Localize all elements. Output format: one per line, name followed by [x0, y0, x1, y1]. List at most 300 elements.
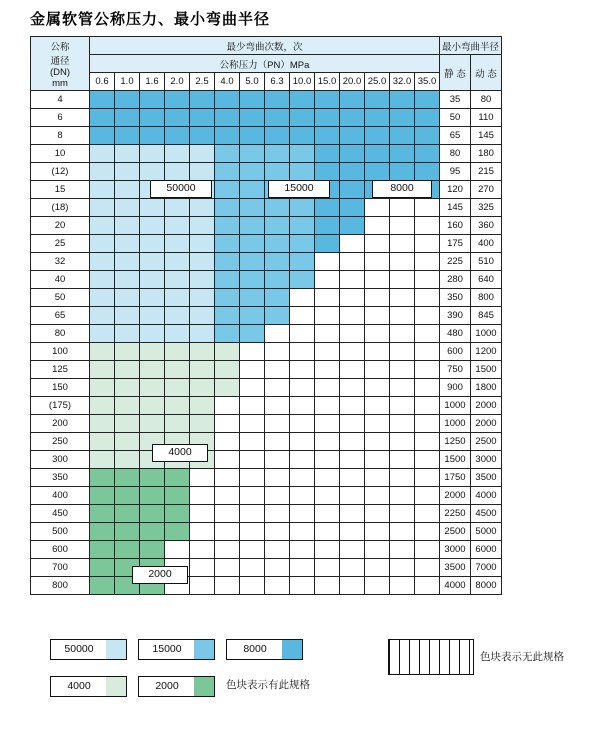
- radius-static-header: 静 态: [440, 55, 471, 91]
- spec-cell-empty: [340, 541, 365, 559]
- radius-dynamic-header: 动 态: [471, 55, 502, 91]
- radius-static-value: 1750: [440, 469, 471, 487]
- spec-cell-filled: [115, 487, 140, 505]
- spec-cell-filled: [165, 253, 190, 271]
- dn-value: 40: [31, 271, 90, 289]
- spec-cell-filled: [340, 145, 365, 163]
- spec-cell-filled: [140, 397, 165, 415]
- dn-value: 350: [31, 469, 90, 487]
- legend-hatch-note: 色块表示无此规格: [480, 651, 564, 663]
- spec-cell-empty: [390, 559, 415, 577]
- spec-cell-filled: [165, 145, 190, 163]
- callout-4000: 4000: [152, 444, 208, 462]
- spec-cell-empty: [365, 397, 390, 415]
- spec-cell-filled: [140, 127, 165, 145]
- spec-cell-filled: [90, 487, 115, 505]
- spec-cell-filled: [190, 199, 215, 217]
- spec-cell-filled: [115, 289, 140, 307]
- spec-cell-filled: [265, 127, 290, 145]
- spec-cell-empty: [240, 505, 265, 523]
- spec-cell-empty: [340, 415, 365, 433]
- spec-cell-filled: [140, 523, 165, 541]
- pressure-col-header: 15.0: [315, 73, 340, 91]
- spec-cell-filled: [90, 541, 115, 559]
- spec-cell-filled: [140, 487, 165, 505]
- table-row: [31, 433, 502, 451]
- dn-value: 6: [31, 109, 90, 127]
- spec-cell-filled: [115, 325, 140, 343]
- dn-value: 15: [31, 181, 90, 199]
- spec-cell-filled: [390, 145, 415, 163]
- spec-cell-empty: [290, 451, 315, 469]
- dn-header-cell: [31, 37, 90, 91]
- spec-cell-filled: [90, 379, 115, 397]
- radius-dynamic-value: 6000: [471, 541, 502, 559]
- table-row: [31, 217, 502, 235]
- spec-cell-filled: [340, 127, 365, 145]
- spec-cell-empty: [415, 415, 440, 433]
- spec-cell-filled: [265, 235, 290, 253]
- spec-cell-empty: [415, 397, 440, 415]
- spec-cell-empty: [365, 559, 390, 577]
- spec-cell-filled: [115, 397, 140, 415]
- spec-cell-filled: [90, 559, 115, 577]
- radius-dynamic-value: 1500: [471, 361, 502, 379]
- spec-cell-empty: [415, 523, 440, 541]
- spec-cell-filled: [290, 253, 315, 271]
- spec-cell-empty: [190, 577, 215, 595]
- spec-cell-filled: [315, 145, 340, 163]
- spec-cell-empty: [315, 433, 340, 451]
- spec-cell-empty: [390, 379, 415, 397]
- spec-cell-empty: [340, 487, 365, 505]
- radius-dynamic-value: 640: [471, 271, 502, 289]
- spec-cell-empty: [290, 343, 315, 361]
- spec-cell-empty: [390, 289, 415, 307]
- spec-cell-filled: [115, 253, 140, 271]
- spec-cell-empty: [290, 379, 315, 397]
- spec-cell-empty: [340, 307, 365, 325]
- spec-cell-filled: [315, 91, 340, 109]
- spec-cell-empty: [315, 379, 340, 397]
- spec-cell-empty: [365, 271, 390, 289]
- spec-cell-filled: [165, 343, 190, 361]
- spec-cell-filled: [390, 127, 415, 145]
- spec-cell-filled: [365, 145, 390, 163]
- spec-cell-filled: [190, 109, 215, 127]
- spec-cell-filled: [90, 145, 115, 163]
- spec-cell-filled: [140, 163, 165, 181]
- callout-8000: 8000: [372, 180, 432, 198]
- legend-hatch-swatch: [388, 639, 474, 675]
- spec-cell-filled: [215, 361, 240, 379]
- spec-cell-filled: [165, 415, 190, 433]
- radius-dynamic-value: 80: [471, 91, 502, 109]
- spec-cell-filled: [190, 235, 215, 253]
- spec-cell-filled: [240, 289, 265, 307]
- radius-dynamic-value: 4000: [471, 487, 502, 505]
- radius-static-value: 2250: [440, 505, 471, 523]
- spec-cell-empty: [340, 379, 365, 397]
- spec-cell-filled: [315, 235, 340, 253]
- table-row: [31, 235, 502, 253]
- table-row: [31, 91, 502, 109]
- spec-cell-filled: [115, 379, 140, 397]
- spec-cell-filled: [165, 217, 190, 235]
- spec-cell-empty: [315, 289, 340, 307]
- legend-box-15000: 15000: [138, 639, 196, 660]
- callout-50000: 50000: [150, 180, 212, 198]
- spec-cell-filled: [115, 469, 140, 487]
- spec-cell-filled: [90, 343, 115, 361]
- spec-cell-empty: [390, 433, 415, 451]
- dn-value: (18): [31, 199, 90, 217]
- legend-swatch-50000: [106, 639, 127, 660]
- spec-cell-filled: [190, 379, 215, 397]
- spec-cell-empty: [215, 487, 240, 505]
- spec-cell-filled: [90, 397, 115, 415]
- table-row: [31, 505, 502, 523]
- spec-cell-filled: [265, 145, 290, 163]
- spec-cell-empty: [390, 523, 415, 541]
- table-body: [31, 91, 502, 595]
- spec-cell-filled: [340, 181, 365, 199]
- legend-box-50000: 50000: [50, 639, 108, 660]
- spec-cell-filled: [315, 127, 340, 145]
- spec-cell-empty: [415, 379, 440, 397]
- spec-cell-empty: [340, 577, 365, 595]
- spec-cell-empty: [390, 397, 415, 415]
- spec-cell-filled: [190, 145, 215, 163]
- spec-cell-filled: [390, 91, 415, 109]
- spec-cell-empty: [315, 397, 340, 415]
- spec-cell-filled: [290, 163, 315, 181]
- radius-dynamic-value: 2000: [471, 415, 502, 433]
- spec-cell-empty: [215, 469, 240, 487]
- spec-cell-filled: [165, 469, 190, 487]
- spec-cell-filled: [265, 199, 290, 217]
- spec-cell-empty: [415, 361, 440, 379]
- spec-cell-filled: [290, 109, 315, 127]
- spec-cell-filled: [215, 199, 240, 217]
- legend-color-note: 色块表示有此规格: [226, 679, 310, 691]
- spec-cell-filled: [290, 91, 315, 109]
- dn-value: 700: [31, 559, 90, 577]
- spec-cell-empty: [365, 253, 390, 271]
- spec-cell-filled: [90, 307, 115, 325]
- spec-cell-filled: [290, 199, 315, 217]
- spec-cell-filled: [140, 379, 165, 397]
- pressure-col-header: 0.6: [90, 73, 115, 91]
- spec-cell-filled: [165, 163, 190, 181]
- spec-cell-empty: [290, 505, 315, 523]
- radius-static-value: 95: [440, 163, 471, 181]
- spec-cell-empty: [390, 253, 415, 271]
- spec-cell-filled: [290, 127, 315, 145]
- spec-table: [30, 36, 502, 595]
- spec-cell-empty: [240, 379, 265, 397]
- spec-cell-empty: [390, 235, 415, 253]
- spec-cell-filled: [215, 109, 240, 127]
- spec-cell-filled: [140, 253, 165, 271]
- spec-cell-empty: [265, 523, 290, 541]
- spec-cell-empty: [315, 523, 340, 541]
- spec-cell-filled: [115, 163, 140, 181]
- spec-cell-filled: [340, 109, 365, 127]
- radius-static-value: 50: [440, 109, 471, 127]
- spec-cell-filled: [190, 397, 215, 415]
- table-row: [31, 289, 502, 307]
- spec-cell-filled: [190, 253, 215, 271]
- spec-cell-empty: [415, 235, 440, 253]
- spec-cell-filled: [165, 289, 190, 307]
- pressure-col-header: 35.0: [415, 73, 440, 91]
- spec-cell-filled: [365, 127, 390, 145]
- spec-cell-empty: [290, 289, 315, 307]
- spec-cell-empty: [240, 433, 265, 451]
- spec-cell-empty: [240, 415, 265, 433]
- spec-cell-empty: [265, 505, 290, 523]
- table-row: [31, 415, 502, 433]
- spec-cell-empty: [390, 577, 415, 595]
- spec-cell-empty: [365, 325, 390, 343]
- spec-cell-filled: [90, 271, 115, 289]
- spec-cell-filled: [265, 271, 290, 289]
- spec-cell-filled: [90, 289, 115, 307]
- spec-cell-filled: [315, 217, 340, 235]
- legend-swatch-4000: [106, 676, 127, 697]
- spec-cell-filled: [315, 109, 340, 127]
- dn-value: (12): [31, 163, 90, 181]
- radius-static-value: 3500: [440, 559, 471, 577]
- spec-cell-empty: [340, 469, 365, 487]
- spec-cell-empty: [340, 289, 365, 307]
- radius-static-value: 750: [440, 361, 471, 379]
- spec-cell-filled: [115, 181, 140, 199]
- dn-value: 25: [31, 235, 90, 253]
- spec-cell-empty: [215, 397, 240, 415]
- spec-cell-filled: [165, 505, 190, 523]
- spec-cell-filled: [240, 325, 265, 343]
- spec-cell-empty: [240, 451, 265, 469]
- spec-cell-filled: [365, 91, 390, 109]
- spec-cell-empty: [315, 307, 340, 325]
- spec-cell-filled: [290, 235, 315, 253]
- spec-cell-empty: [265, 415, 290, 433]
- spec-cell-filled: [115, 145, 140, 163]
- table-row: [31, 541, 502, 559]
- spec-cell-empty: [365, 505, 390, 523]
- spec-cell-empty: [340, 253, 365, 271]
- spec-cell-empty: [315, 541, 340, 559]
- spec-cell-empty: [415, 343, 440, 361]
- spec-cell-filled: [115, 235, 140, 253]
- radius-dynamic-value: 325: [471, 199, 502, 217]
- radius-dynamic-value: 400: [471, 235, 502, 253]
- spec-cell-empty: [265, 433, 290, 451]
- spec-cell-filled: [115, 361, 140, 379]
- spec-cell-empty: [290, 487, 315, 505]
- spec-cell-empty: [365, 487, 390, 505]
- table-head: [31, 37, 502, 91]
- spec-cell-filled: [90, 505, 115, 523]
- radius-static-value: 35: [440, 91, 471, 109]
- pressure-col-header: 32.0: [390, 73, 415, 91]
- radius-static-value: 175: [440, 235, 471, 253]
- radius-static-value: 160: [440, 217, 471, 235]
- spec-cell-filled: [190, 271, 215, 289]
- spec-cell-empty: [415, 469, 440, 487]
- table-row: [31, 343, 502, 361]
- spec-cell-filled: [390, 163, 415, 181]
- spec-cell-empty: [215, 577, 240, 595]
- spec-cell-filled: [240, 181, 265, 199]
- pressure-col-header: 1.0: [115, 73, 140, 91]
- spec-cell-empty: [190, 469, 215, 487]
- spec-cell-empty: [240, 469, 265, 487]
- dn-line-3: (DN): [49, 66, 71, 78]
- spec-cell-empty: [415, 217, 440, 235]
- radius-static-value: 1000: [440, 397, 471, 415]
- legend-swatch-15000: [194, 639, 215, 660]
- dn-value: 500: [31, 523, 90, 541]
- spec-cell-empty: [315, 577, 340, 595]
- spec-cell-empty: [340, 325, 365, 343]
- spec-cell-filled: [90, 361, 115, 379]
- spec-cell-empty: [240, 577, 265, 595]
- spec-cell-empty: [365, 433, 390, 451]
- dn-value: 20: [31, 217, 90, 235]
- table-row: [31, 127, 502, 145]
- spec-cell-filled: [90, 433, 115, 451]
- spec-cell-filled: [140, 145, 165, 163]
- spec-cell-filled: [165, 397, 190, 415]
- spec-cell-empty: [365, 379, 390, 397]
- spec-cell-filled: [190, 217, 215, 235]
- table-row: [31, 487, 502, 505]
- spec-cell-filled: [215, 307, 240, 325]
- dn-value: 450: [31, 505, 90, 523]
- spec-cell-filled: [240, 91, 265, 109]
- spec-cell-filled: [240, 145, 265, 163]
- spec-cell-empty: [290, 541, 315, 559]
- pressure-col-header: 4.0: [215, 73, 240, 91]
- spec-cell-empty: [365, 343, 390, 361]
- spec-cell-filled: [90, 181, 115, 199]
- spec-cell-empty: [415, 487, 440, 505]
- spec-cell-filled: [115, 217, 140, 235]
- spec-cell-filled: [140, 343, 165, 361]
- pressure-col-header: 5.0: [240, 73, 265, 91]
- spec-cell-empty: [365, 541, 390, 559]
- spec-cell-filled: [415, 109, 440, 127]
- spec-cell-filled: [240, 127, 265, 145]
- spec-cell-filled: [215, 91, 240, 109]
- spec-cell-filled: [140, 235, 165, 253]
- spec-cell-filled: [140, 307, 165, 325]
- radius-dynamic-value: 8000: [471, 577, 502, 595]
- radius-static-value: 350: [440, 289, 471, 307]
- spec-cell-filled: [215, 235, 240, 253]
- spec-cell-filled: [90, 163, 115, 181]
- radius-dynamic-value: 800: [471, 289, 502, 307]
- spec-cell-empty: [390, 271, 415, 289]
- spec-cell-empty: [415, 199, 440, 217]
- dn-line-1: 公称: [50, 41, 70, 53]
- spec-cell-empty: [315, 271, 340, 289]
- spec-cell-empty: [215, 433, 240, 451]
- spec-cell-filled: [265, 289, 290, 307]
- spec-cell-filled: [265, 91, 290, 109]
- spec-cell-filled: [265, 109, 290, 127]
- spec-cell-filled: [190, 325, 215, 343]
- spec-cell-empty: [240, 523, 265, 541]
- dn-value: 80: [31, 325, 90, 343]
- pressure-header: 公称压力（PN）MPa: [90, 55, 440, 73]
- radius-static-value: 225: [440, 253, 471, 271]
- spec-cell-filled: [190, 307, 215, 325]
- table-row: [31, 361, 502, 379]
- spec-cell-filled: [390, 109, 415, 127]
- radius-static-value: 480: [440, 325, 471, 343]
- spec-cell-empty: [290, 361, 315, 379]
- spec-cell-filled: [315, 163, 340, 181]
- spec-cell-empty: [340, 433, 365, 451]
- radius-dynamic-value: 2000: [471, 397, 502, 415]
- spec-cell-filled: [90, 217, 115, 235]
- spec-cell-filled: [315, 199, 340, 217]
- dn-value: 10: [31, 145, 90, 163]
- spec-cell-empty: [365, 235, 390, 253]
- spec-cell-empty: [290, 469, 315, 487]
- radius-dynamic-value: 110: [471, 109, 502, 127]
- spec-cell-empty: [415, 289, 440, 307]
- radius-static-value: 120: [440, 181, 471, 199]
- spec-cell-filled: [240, 307, 265, 325]
- header-row-3: [31, 73, 502, 91]
- spec-cell-filled: [140, 199, 165, 217]
- spec-cell-empty: [390, 469, 415, 487]
- spec-cell-empty: [340, 451, 365, 469]
- spec-cell-empty: [290, 577, 315, 595]
- legend-box-2000: 2000: [138, 676, 196, 697]
- spec-cell-filled: [215, 145, 240, 163]
- dn-value: 125: [31, 361, 90, 379]
- pressure-col-header: 1.6: [140, 73, 165, 91]
- spec-cell-filled: [215, 343, 240, 361]
- radius-dynamic-value: 215: [471, 163, 502, 181]
- spec-cell-filled: [90, 253, 115, 271]
- pressure-col-header: 10.0: [290, 73, 315, 91]
- spec-cell-empty: [390, 487, 415, 505]
- spec-cell-filled: [165, 523, 190, 541]
- spec-cell-filled: [190, 343, 215, 361]
- spec-cell-empty: [390, 343, 415, 361]
- spec-cell-empty: [265, 541, 290, 559]
- spec-cell-empty: [190, 523, 215, 541]
- spec-cell-empty: [415, 253, 440, 271]
- dn-value: 100: [31, 343, 90, 361]
- spec-cell-empty: [365, 415, 390, 433]
- radius-dynamic-value: 5000: [471, 523, 502, 541]
- spec-cell-empty: [365, 361, 390, 379]
- spec-cell-empty: [390, 541, 415, 559]
- spec-cell-empty: [215, 523, 240, 541]
- spec-cell-filled: [140, 469, 165, 487]
- table-row: [31, 109, 502, 127]
- spec-cell-filled: [90, 451, 115, 469]
- spec-cell-filled: [190, 289, 215, 307]
